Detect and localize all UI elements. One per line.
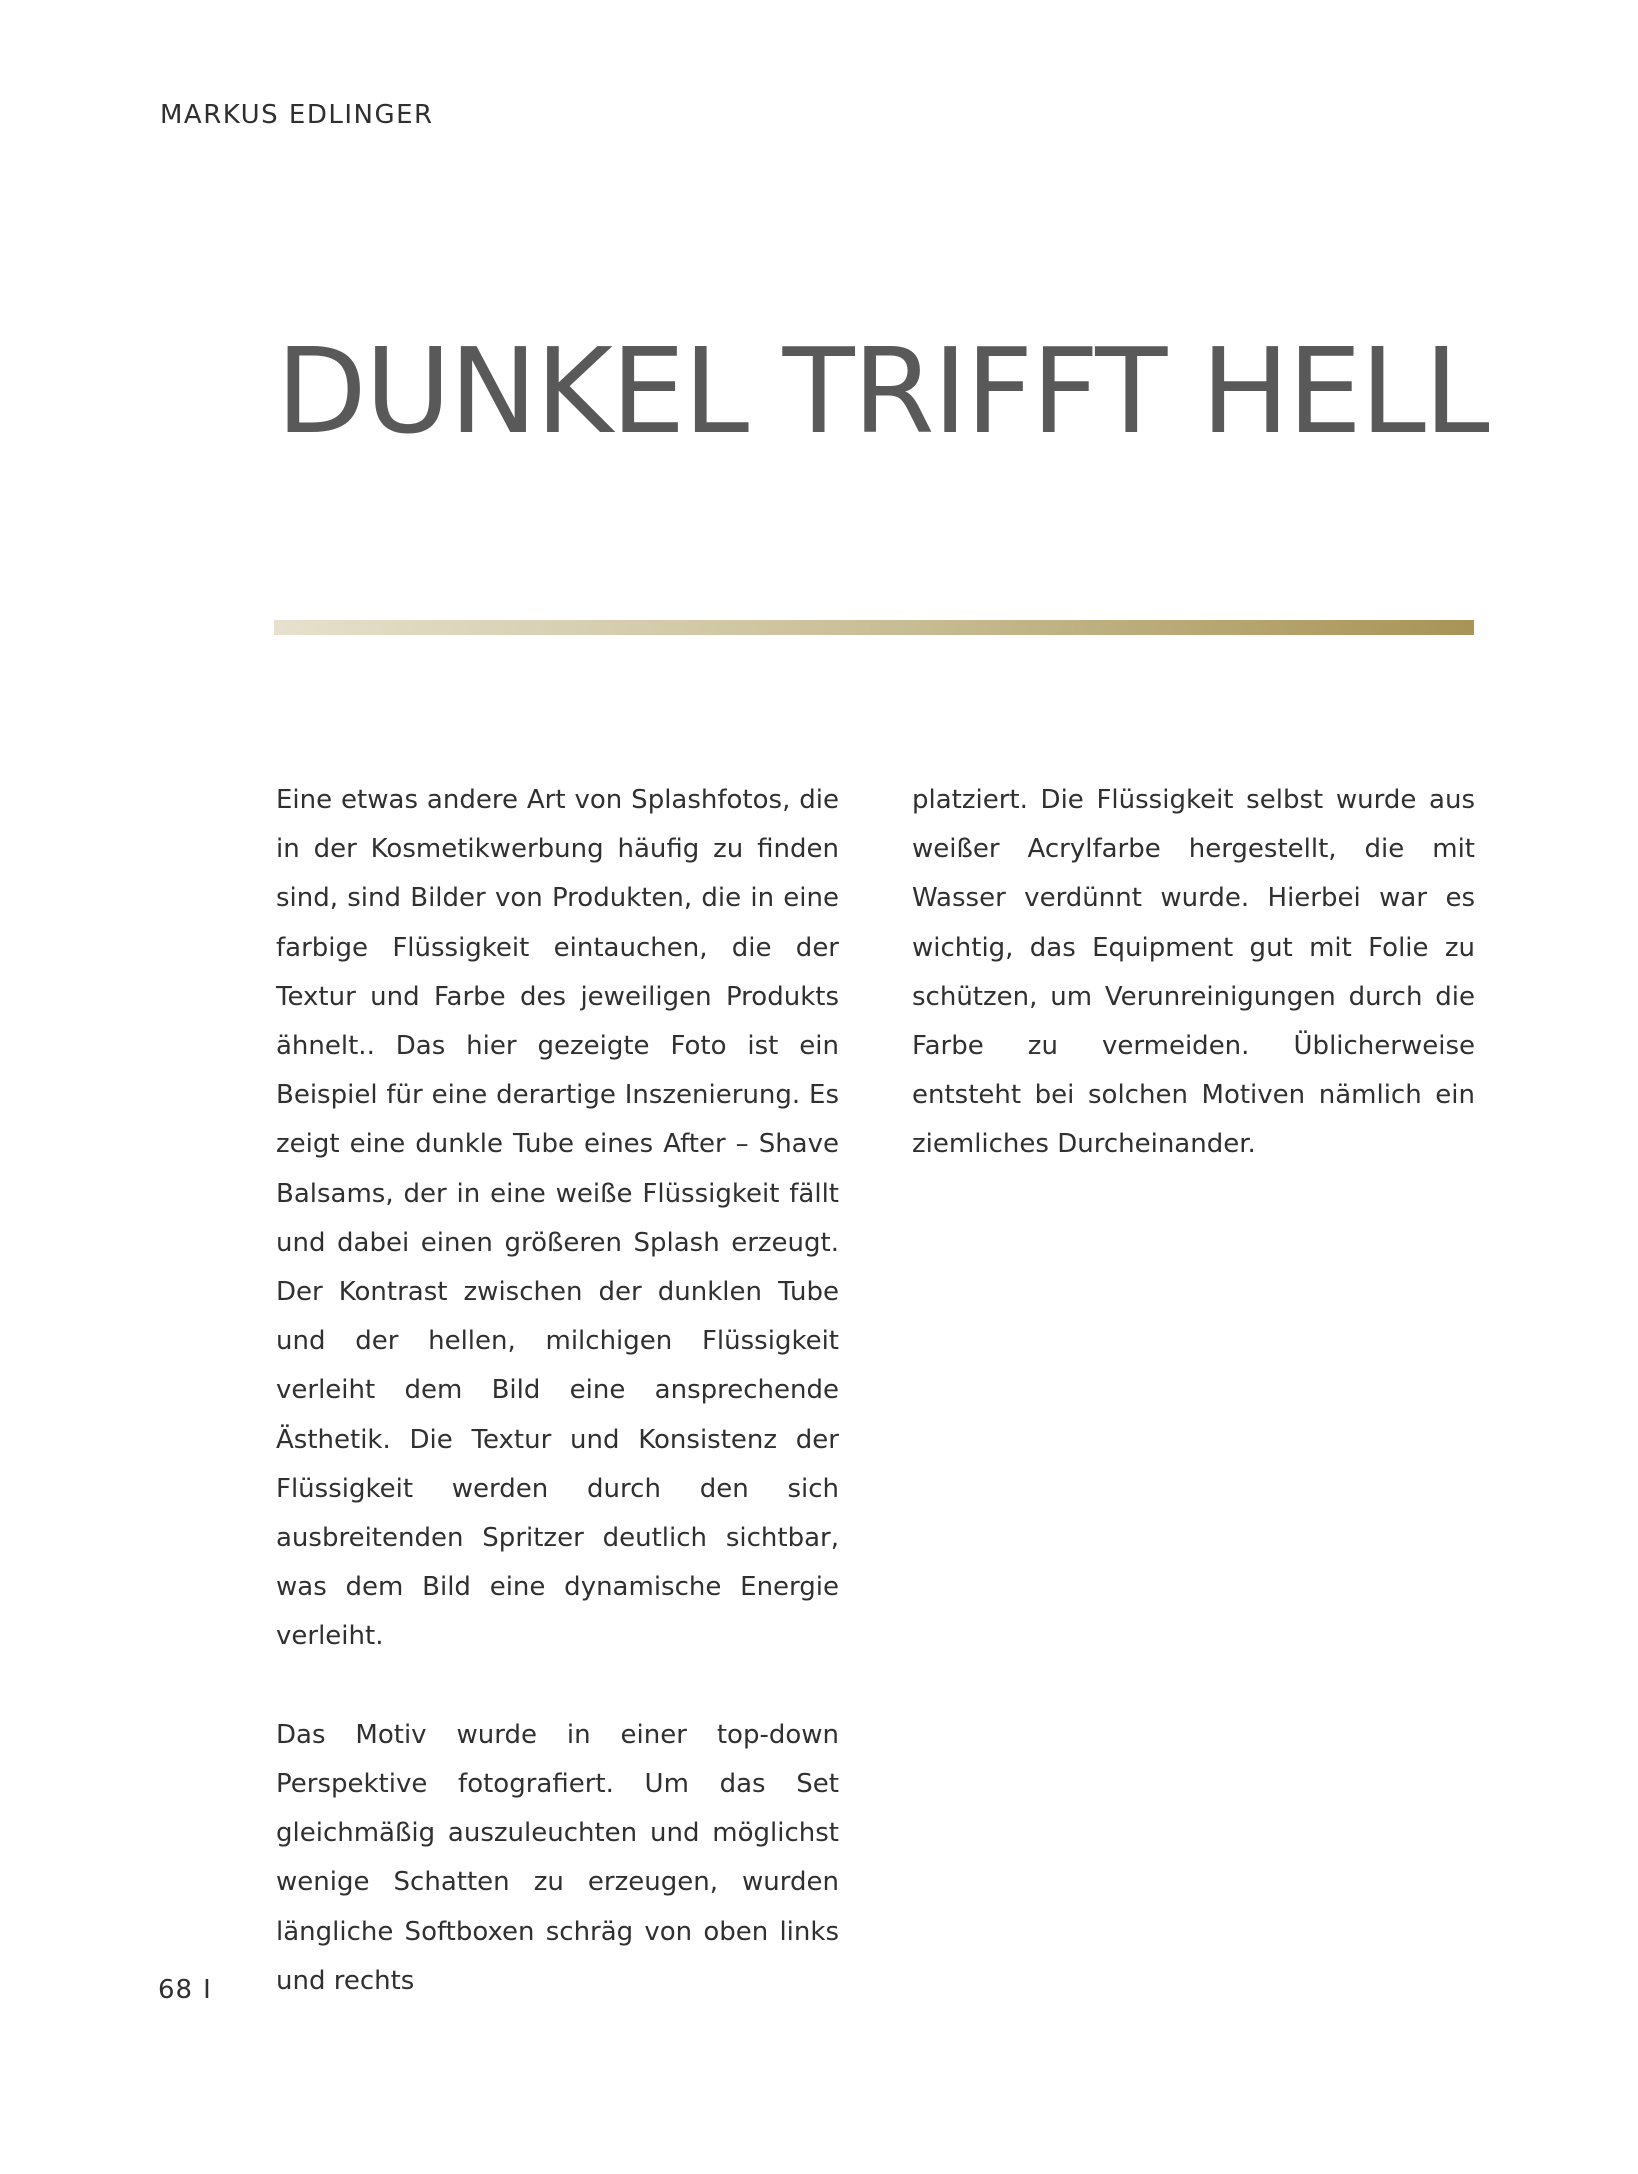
body-paragraph: Das Motiv wurde in einer top-down Perspektive fotografiert. Um das Set gleichmäßig auszuleuchten und möglichst wenige Schatten zu erzeugen, wurden längliche Softboxen schräg von oben links und rechts [276,1719,839,1996]
gold-gradient-divider [274,620,1474,635]
left-text-column [276,776,839,2006]
right-text-column [912,776,1475,1170]
article-title: DUNKEL TRIFFT HELL [276,322,1488,460]
running-header-author: MARKUS EDLINGER [160,100,434,130]
body-paragraph: Eine etwas andere Art von Splashfotos, die in der Kosmetikwerbung häufig zu finden sind, sind Bilder von Produkten, die in eine farbige Flüssigkeit eintauchen, die der Textur und Farbe des jeweiligen Produkts ähnelt.. Das hier gezeigte Foto ist ein Beispiel für eine derartige Inszenierung. Es zeigt eine dunkle Tube eines After – Shave Balsams, der in eine weiße Flüssigkeit fällt und dabei einen größeren Splash erzeugt. Der Kontrast zwischen der dunklen Tube und der hellen, milchigen Flüssigkeit verleiht dem Bild eine ansprechende Ästhetik. Die Textur und Konsistenz der Flüssigkeit werden durch den sich ausbreitenden Spritzer deutlich sichtbar, was dem Bild eine dynamische Energie verleiht. [276,785,839,1652]
page-footer [158,1975,212,2005]
page-number-separator: I [203,1975,212,2005]
body-paragraph: platziert. Die Flüssigkeit selbst wurde aus weißer Acrylfarbe hergestellt, die mit Wasser verdünnt wurde. Hierbei war es wichtig, das Equipment gut mit Folie zu schützen, um Verunreinigungen durch die Farbe zu vermeiden. Üblicherweise entsteht bei solchen Motiven nämlich ein ziemliches Durcheinander. [912,785,1475,1160]
page-number: 68 [158,1975,194,2005]
